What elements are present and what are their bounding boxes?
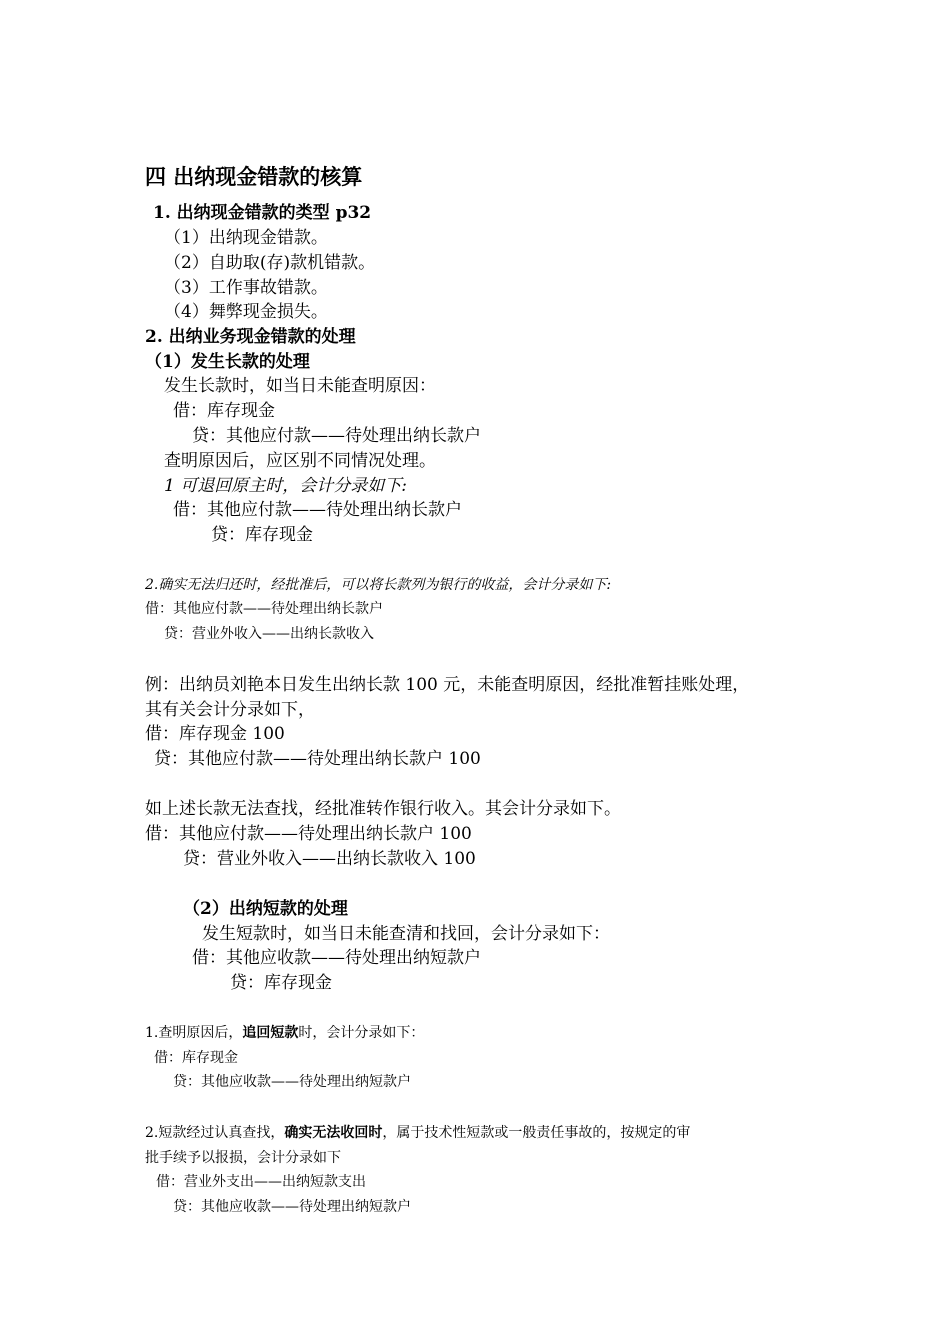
long-intro: 发生长款时，如当日未能查明原因： — [164, 376, 436, 396]
short-case1-post: 时，会计分录如下： — [298, 1025, 425, 1041]
short-intro: 发生短款时，如当日未能查清和找回，会计分录如下： — [202, 924, 610, 944]
example-follow-credit: 贷：营业外收入——出纳长款收入 100 — [183, 849, 476, 869]
short-heading: （2）出纳短款的处理 — [183, 899, 348, 919]
long-debit: 借：库存现金 — [173, 401, 275, 421]
example-line1: 例：出纳员刘艳本日发生出纳长款 100 元，未能查明原因，经批准暂挂账处理， — [145, 675, 750, 695]
short-case2-bold: 确实无法收回时 — [284, 1125, 383, 1141]
sub2-heading: 2. 出纳业务现金错款的处理 — [145, 327, 356, 347]
short-case2-line2: 批手续予以报损，会计分录如下 — [145, 1150, 341, 1166]
long-case1-debit: 借：其他应付款——待处理出纳长款户 — [173, 500, 462, 520]
short-case2-pre: 2.短款经过认真查找， — [145, 1125, 285, 1141]
short-credit: 贷：库存现金 — [230, 973, 332, 993]
example-follow: 如上述长款无法查找，经批准转作银行收入。其会计分录如下。 — [145, 799, 621, 819]
long-case2: 2.确实无法归还时，经批准后，可以将长款列为银行的收益，会计分录如下: — [145, 577, 612, 593]
short-case2 — [145, 1126, 690, 1140]
long-case2-debit: 借：其他应付款——待处理出纳长款户 — [145, 601, 383, 617]
short-case1-pre: 1.查明原因后， — [145, 1025, 243, 1041]
section-title: 四 出纳现金错款的核算 — [145, 164, 363, 189]
short-case1-credit: 贷：其他应收款——待处理出纳短款户 — [173, 1074, 411, 1090]
list-item: （3）工作事故错款。 — [164, 278, 328, 298]
example-follow-debit: 借：其他应付款——待处理出纳长款户 100 — [145, 824, 472, 844]
short-case2-credit: 贷：其他应收款——待处理出纳短款户 — [173, 1199, 411, 1215]
short-case2-debit: 借：营业外支出——出纳短款支出 — [156, 1174, 366, 1190]
short-case1-debit: 借：库存现金 — [154, 1050, 238, 1066]
list-item: （4）舞弊现金损失。 — [164, 302, 328, 322]
example-line2: 其有关会计分录如下， — [145, 700, 315, 720]
short-case1-bold: 追回短款 — [242, 1025, 299, 1041]
short-case1 — [145, 1026, 424, 1040]
sub1-heading: 1. 出纳现金错款的类型 p32 — [153, 203, 372, 223]
long-case2-credit: 贷：营业外收入——出纳长款收入 — [164, 626, 374, 642]
example-debit: 借：库存现金 100 — [145, 724, 285, 744]
long-credit: 贷：其他应付款——待处理出纳长款户 — [192, 426, 481, 446]
short-debit: 借：其他应收款——待处理出纳短款户 — [192, 948, 481, 968]
list-item: （2）自助取(存)款机错款。 — [164, 253, 376, 273]
long-case1: 1 可退回原主时，会计分录如下: — [164, 476, 407, 496]
long-after: 查明原因后，应区别不同情况处理。 — [164, 451, 436, 471]
example-credit: 贷：其他应付款——待处理出纳长款户 100 — [154, 749, 481, 769]
long-case1-credit: 贷：库存现金 — [211, 525, 313, 545]
short-case2-post: ，属于技术性短款或一般责任事故的，按规定的审 — [382, 1125, 691, 1141]
list-item: （1）出纳现金错款。 — [164, 228, 328, 248]
long-heading: （1）发生长款的处理 — [145, 352, 310, 372]
